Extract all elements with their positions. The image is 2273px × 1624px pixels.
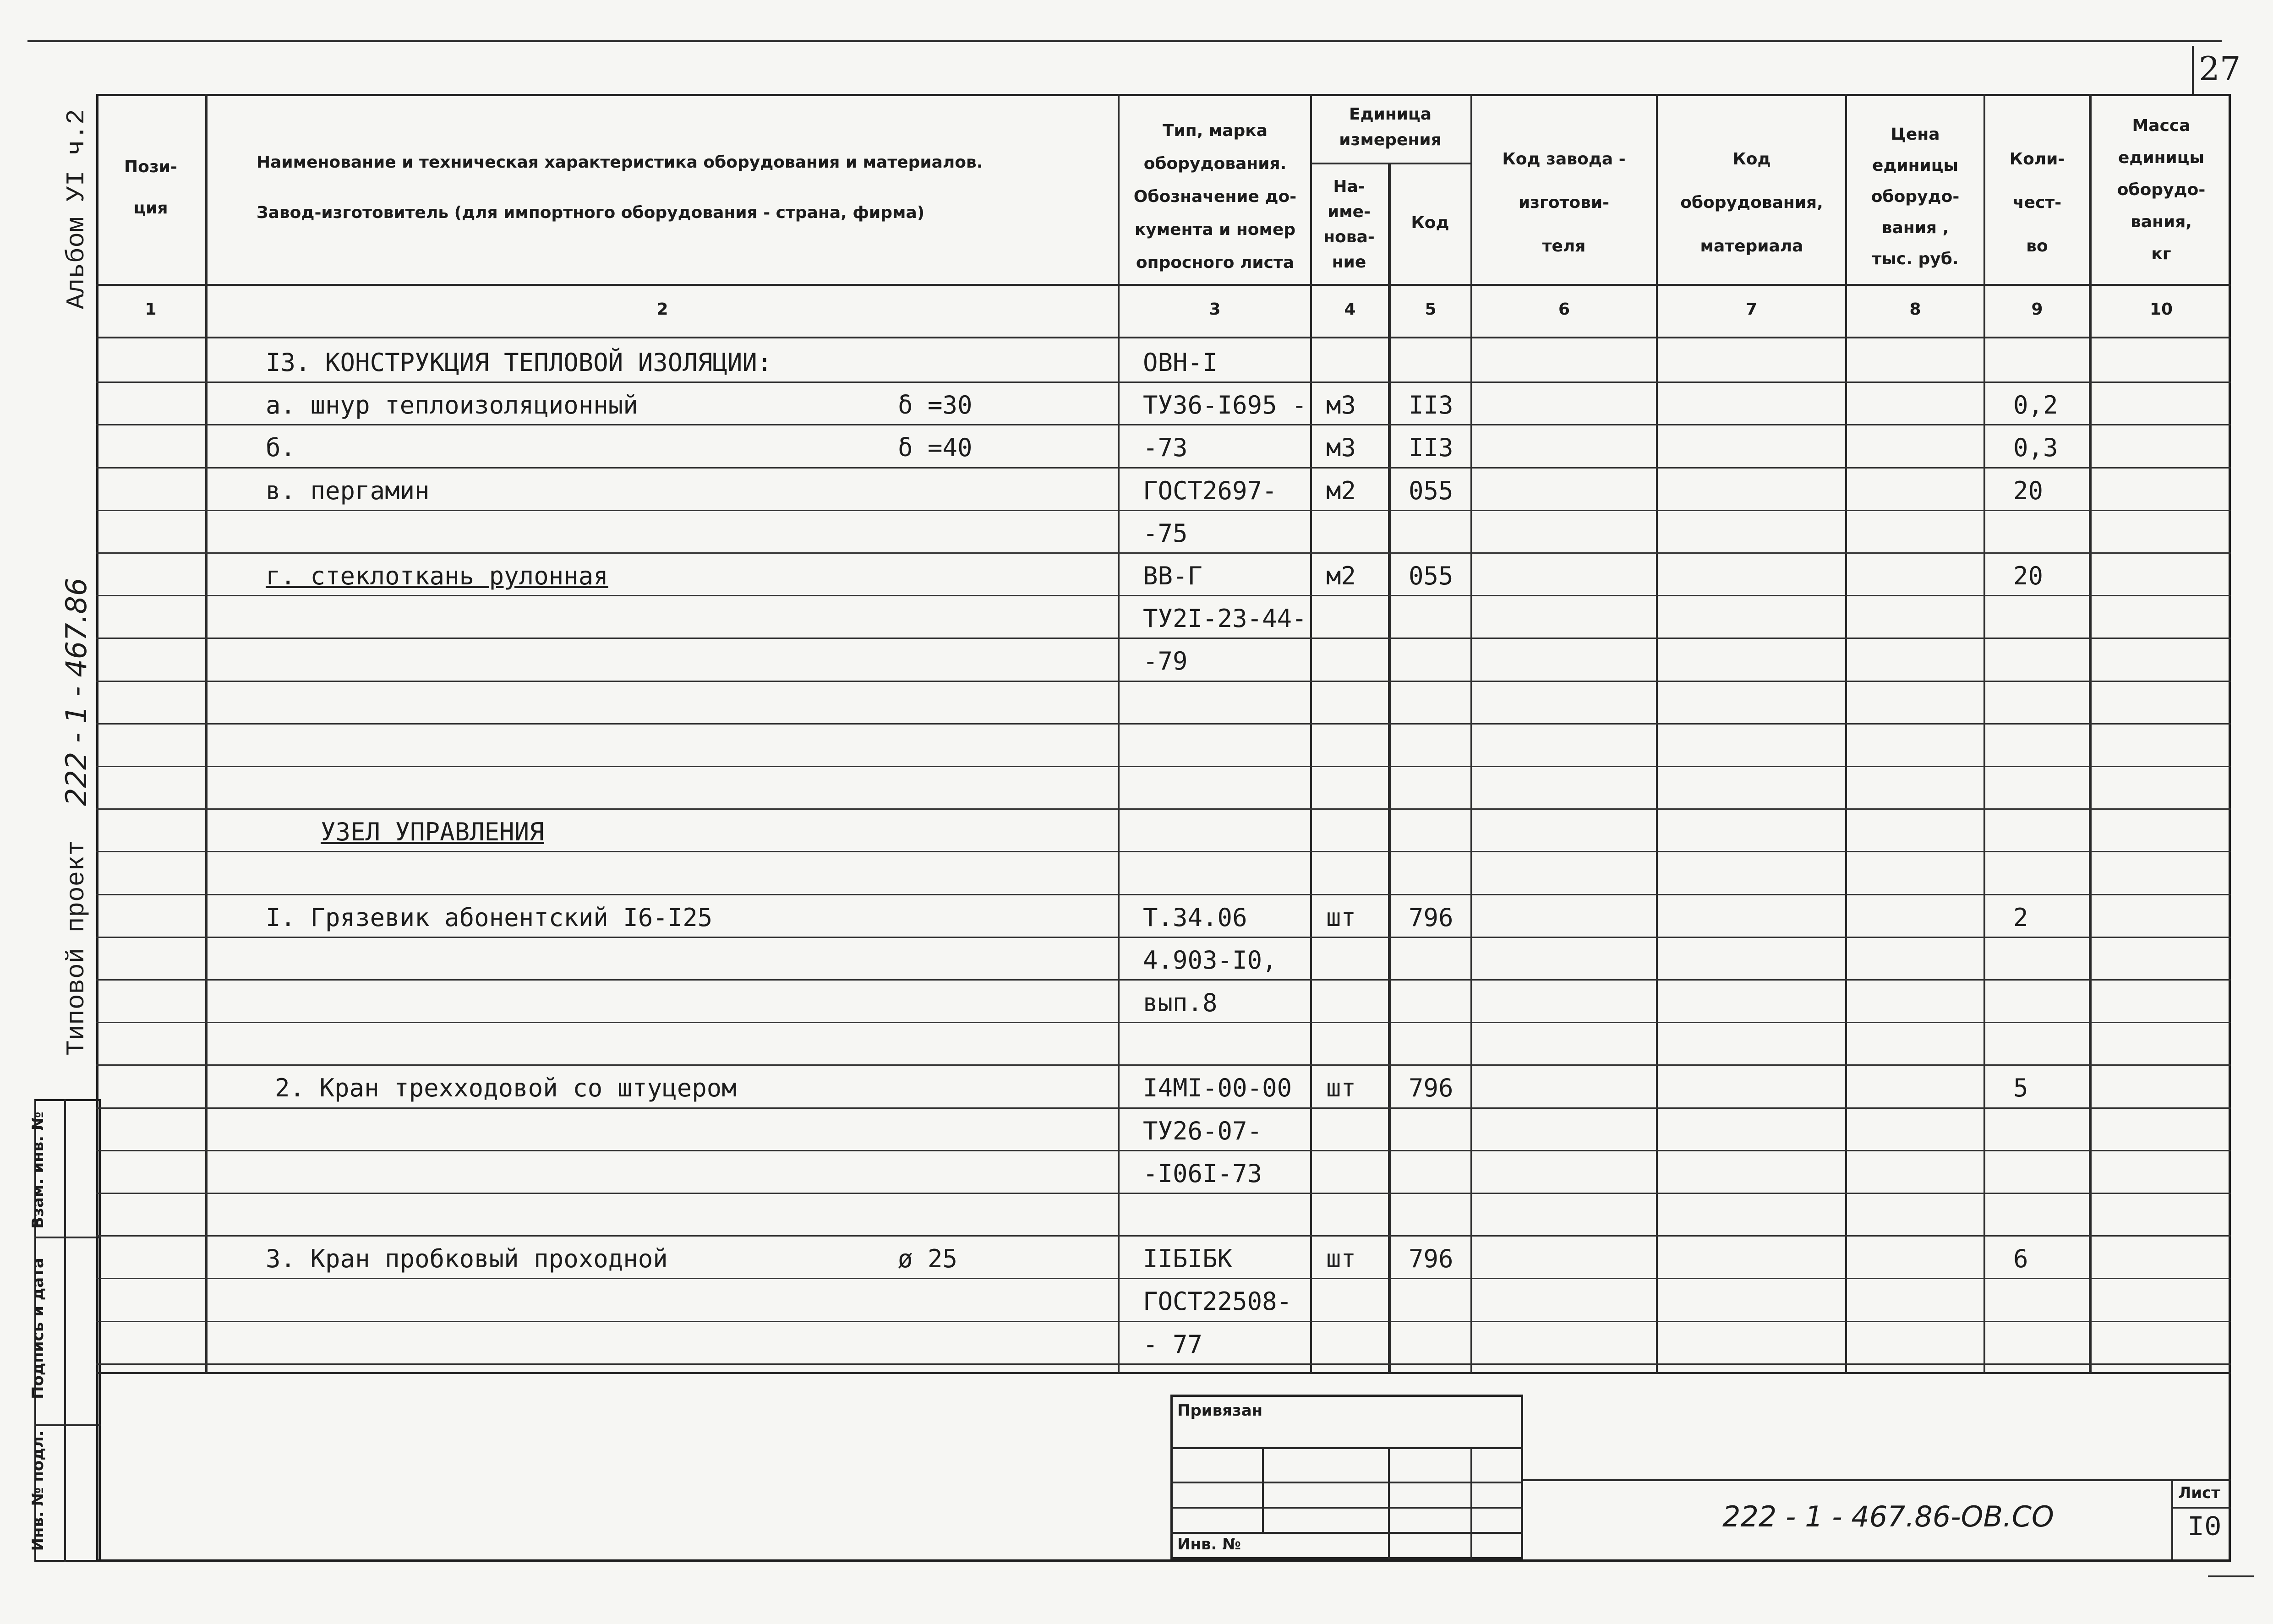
row-line — [96, 510, 2231, 511]
row-unit: м2 — [1326, 476, 1356, 505]
row-spec: δ =40 — [898, 433, 973, 462]
row-name: б. — [266, 433, 296, 462]
row-type: ТУ36-I695 - — [1143, 391, 1307, 420]
row-unit: м3 — [1326, 391, 1356, 420]
privyazan-label: Привязан — [1177, 1401, 1263, 1420]
project-number-side: 222 - 1 - 467.86 — [60, 578, 93, 806]
colnum-1: 1 — [145, 300, 157, 319]
header-mass: Масса единицы оборудо- вания, кг — [2117, 116, 2206, 263]
stamp-vzam-inv: Взам. инв. № — [29, 1112, 47, 1229]
row-line — [96, 1278, 2231, 1279]
sheet-number: I0 — [2187, 1511, 2222, 1544]
page-number-divider — [2192, 46, 2194, 96]
header-type: Тип, марка оборудования. Обозначение до- кумента и номер опросного листа — [1133, 121, 1297, 272]
header-unit-name: На- име- нова- ние — [1323, 177, 1375, 272]
row-name: I. Грязевик абонентский I6-I25 — [266, 903, 713, 932]
row-line — [96, 808, 2231, 810]
row-code: 055 — [1409, 561, 1453, 590]
row-type: -79 — [1143, 647, 1188, 676]
side-stamp-divider-2 — [34, 1424, 101, 1426]
sheet-box-divider — [2171, 1479, 2173, 1559]
row-line — [96, 638, 2231, 639]
header-factory-code: Код завода - изготови- теля — [1502, 150, 1626, 256]
row-unit: шт — [1326, 903, 1356, 932]
top-edge-line — [27, 40, 2222, 42]
row-name: в. пергамин — [266, 476, 430, 505]
header-unit-group: Единица измерения — [1339, 105, 1442, 149]
colnum-10: 10 — [2149, 300, 2173, 319]
row-line — [96, 595, 2231, 596]
row-type: -73 — [1143, 433, 1188, 462]
row-spec: δ =30 — [898, 391, 973, 420]
row-line — [96, 937, 2231, 938]
row-qty: 0,2 — [2013, 391, 2058, 420]
col-line-2 — [1118, 94, 1120, 1374]
row-line — [96, 851, 2231, 852]
row-unit: шт — [1326, 1244, 1356, 1273]
row-type: ВВ-Г — [1143, 561, 1203, 590]
row-code: 796 — [1409, 1244, 1453, 1273]
header-bottom-line — [96, 284, 2231, 286]
document-code: 222 - 1 - 467.86-ОВ.СО — [1722, 1500, 2054, 1533]
row-type: IIБIБК — [1143, 1244, 1233, 1273]
row-type: -75 — [1143, 519, 1188, 548]
row-line — [96, 1022, 2231, 1023]
row-type: Т.34.06 — [1143, 903, 1247, 932]
header-quantity: Коли- чест- во — [2009, 150, 2065, 256]
col-line-7 — [1845, 94, 1847, 1374]
col-line-5 — [1470, 94, 1472, 1374]
project-type-label: Типовой проект — [62, 840, 91, 1056]
header-price: Цена единицы оборудо- вания , тыс. руб. — [1871, 125, 1960, 268]
row-line — [96, 1064, 2231, 1066]
row-type: ГОСТ22508- — [1143, 1287, 1292, 1316]
row-type: ТУ26-07- — [1143, 1117, 1262, 1145]
row-qty: 20 — [2013, 476, 2044, 505]
header-name: Наименование и техническая характеристика оборудования и материалов. Завод-изготовитель (для импортного оборудования - страна, фирма) — [257, 153, 983, 222]
col-line-6 — [1656, 94, 1658, 1374]
side-stamp-divider-1 — [34, 1237, 101, 1238]
colnum-5: 5 — [1425, 300, 1437, 319]
row-line — [96, 552, 2231, 554]
row-line — [96, 1321, 2231, 1322]
row-type: 4.903-I0, — [1143, 946, 1277, 975]
inv-number-label: Инв. № — [1177, 1535, 1241, 1553]
bottom-right-stub — [2208, 1575, 2254, 1577]
row-type: вып.8 — [1143, 988, 1218, 1017]
row-line — [96, 467, 2231, 469]
colnum-3: 3 — [1209, 300, 1221, 319]
row-qty: 2 — [2013, 903, 2028, 932]
privyazan-vline-3 — [1470, 1447, 1472, 1559]
row-line — [96, 681, 2231, 682]
row-line — [96, 766, 2231, 767]
col-line-3 — [1310, 94, 1312, 1374]
row-name: 3. Кран пробковый проходной — [266, 1244, 668, 1273]
colnum-2: 2 — [656, 300, 668, 319]
row-code: 055 — [1409, 476, 1453, 505]
row-type: I4MI-00-00 — [1143, 1074, 1292, 1102]
sheet-box-line — [2171, 1507, 2231, 1509]
header-position: Пози- ция — [124, 158, 177, 218]
row-line — [96, 1107, 2231, 1109]
row-line — [96, 1193, 2231, 1194]
row-line — [96, 979, 2231, 981]
row-type: ГОСТ2697- — [1143, 476, 1277, 505]
row-line — [96, 1235, 2231, 1237]
col-line-1 — [205, 94, 208, 1374]
colnum-7: 7 — [1745, 300, 1758, 319]
row-line — [96, 723, 2231, 725]
row-name: г. стеклоткань рулонная — [266, 561, 608, 590]
row-code: 796 — [1409, 1074, 1453, 1102]
row-line — [96, 381, 2231, 383]
row-unit: шт — [1326, 1074, 1356, 1102]
row-unit: м2 — [1326, 561, 1356, 590]
row-qty: 0,3 — [2013, 433, 2058, 462]
row-unit: м3 — [1326, 433, 1356, 462]
privyazan-vline-2 — [1388, 1447, 1390, 1559]
header-equipment-code: Код оборудования, материала — [1680, 150, 1823, 256]
row-line — [96, 1150, 2231, 1151]
album-label: Альбом УI ч.2 — [62, 109, 91, 309]
row-name: 2. Кран трехходовой со штуцером — [275, 1074, 737, 1102]
side-stamp-vertical — [64, 1099, 66, 1562]
stamp-podpis-data: Подпись и дата — [29, 1258, 47, 1399]
colnum-9: 9 — [2031, 300, 2043, 319]
sheet-label: Лист — [2178, 1484, 2220, 1502]
colnum-8: 8 — [1909, 300, 1921, 319]
row-type: ОВН-I — [1143, 348, 1218, 377]
colnum-6: 6 — [1558, 300, 1570, 319]
table-bottom-line — [96, 1372, 2231, 1374]
row-name: УЗЕЛ УПРАВЛЕНИЯ — [321, 817, 544, 846]
stamp-inv-podl: Инв. № подл. — [29, 1430, 47, 1551]
row-type: -I06I-73 — [1143, 1159, 1262, 1188]
row-qty: 20 — [2013, 561, 2044, 590]
title-block-top-line — [1523, 1479, 2231, 1481]
header-unit-code: Код — [1411, 213, 1449, 232]
row-type: ТУ2I-23-44- — [1143, 604, 1307, 633]
privyazan-vline-1 — [1262, 1447, 1264, 1532]
row-code: II3 — [1409, 433, 1453, 462]
row-type: - 77 — [1143, 1330, 1203, 1359]
col-line-9 — [2089, 94, 2092, 1374]
row-spec: ø 25 — [898, 1244, 958, 1273]
row-name: I3. КОНСТРУКЦИЯ ТЕПЛОВОЙ ИЗОЛЯЦИИ: — [266, 348, 772, 377]
row-name: а. шнур теплоизоляционный — [266, 391, 638, 420]
row-line — [96, 1363, 2231, 1365]
colnum-4: 4 — [1344, 300, 1356, 319]
row-line — [96, 894, 2231, 895]
row-qty: 6 — [2013, 1244, 2028, 1273]
row-code: 796 — [1409, 903, 1453, 932]
col-line-8 — [1983, 94, 1985, 1374]
page-number: 27 — [2199, 49, 2241, 88]
colnum-bottom-line — [96, 337, 2231, 338]
row-code: II3 — [1409, 391, 1453, 420]
row-line — [96, 424, 2231, 425]
row-qty: 5 — [2013, 1074, 2028, 1102]
